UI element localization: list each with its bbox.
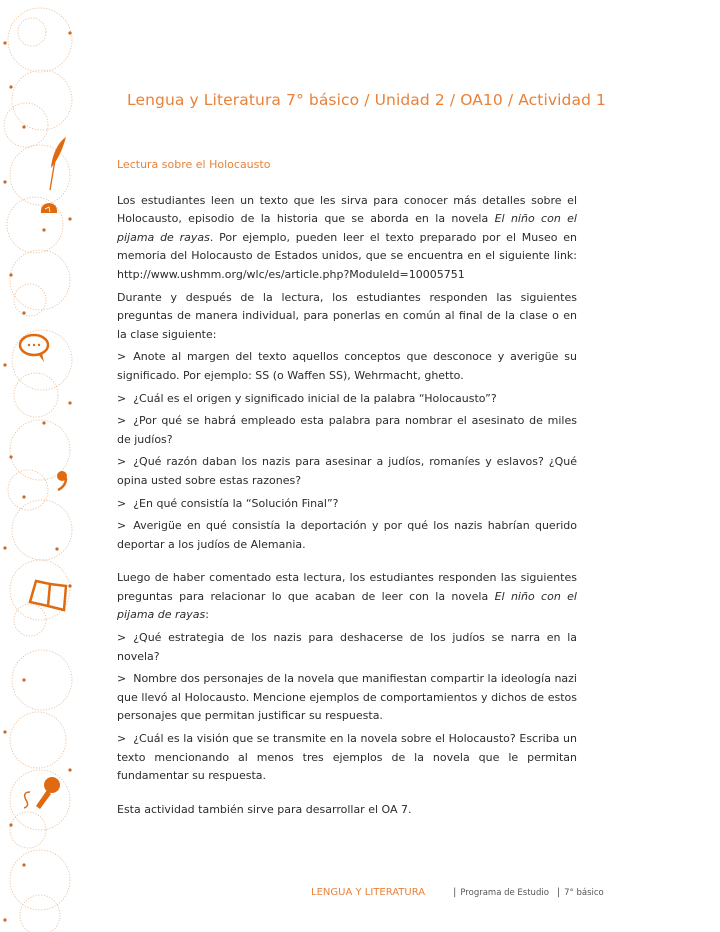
question-text: Averigüe en qué consistía la deportación y por qué los nazis habrían querido deportar a los judíos de Alemania. — [117, 519, 577, 551]
question-item — [117, 517, 577, 554]
quill-icon — [50, 137, 66, 190]
bullet-marker: > — [117, 455, 127, 469]
question-item — [117, 453, 577, 490]
novel-title: El niño con el pijama de rayas — [117, 212, 577, 244]
footer-separator: | — [556, 887, 561, 898]
section-heading: Lectura sobre el Holocausto — [117, 158, 271, 171]
footer-separator: | — [453, 887, 457, 898]
after-intro-colon: : — [205, 608, 209, 622]
inkwell-icon — [41, 203, 57, 213]
footer-subject: LENGUA Y LITERATURA — [311, 887, 426, 898]
open-book-icon — [30, 581, 66, 610]
bullet-marker: > — [117, 414, 127, 428]
museum-link[interactable]: http://www.ushmm.org/wlc/es/article.php?ModuleId=10005751 — [117, 267, 465, 281]
question-item — [117, 412, 577, 449]
question-item — [117, 390, 577, 409]
question-text: ¿Por qué se habrá empleado esta palabra para nombrar el asesinato de miles de judíos? — [117, 414, 577, 446]
question-text: ¿Qué estrategia de los nazis para deshacerse de los judíos se narra en la novela? — [117, 631, 577, 663]
closing-note: Esta actividad también sirve para desarrollar el OA 7. — [117, 802, 412, 816]
activity-content — [117, 156, 577, 823]
footer-program: Programa de Estudio — [460, 888, 549, 898]
microphone-icon — [24, 777, 60, 809]
novel-title: El niño con el pijama de rayas — [117, 589, 577, 622]
footer-grade: 7° básico — [564, 888, 604, 898]
page-footer — [311, 887, 604, 898]
bullet-marker: > — [117, 391, 127, 405]
bullet-marker: > — [117, 631, 127, 645]
bullet-marker: > — [117, 350, 127, 364]
question-item — [117, 670, 577, 726]
page-title: Lengua y Literatura 7° básico / Unidad 2 / OA10 / Actividad 1 — [127, 91, 607, 109]
question-item — [117, 495, 577, 514]
question-text: Nombre dos personajes de la novela que manifiestan compartir la ideología nazi que llevó al Holocausto. Mencione ejemplos de comportamientos y dichos de estos personajes que permitan justificar su respuesta. — [117, 672, 577, 723]
after-reading-intro — [117, 569, 577, 625]
question-item — [117, 348, 577, 385]
question-text: ¿En qué consistía la “Solución Final”? — [133, 496, 339, 510]
intro-paragraph — [117, 192, 577, 285]
bullet-marker: > — [117, 672, 127, 686]
question-text: Anote al margen del texto aquellos conceptos que desconoce y averigüe su significado. Por ejemplo: SS (o Waffen SS), Wehrmacht, ghetto. — [117, 350, 577, 382]
question-text: ¿Qué razón daban los nazis para asesinar a judíos, romaníes y eslavos? ¿Qué opina usted sobre estas razones? — [117, 455, 577, 487]
bullet-marker: > — [117, 732, 127, 746]
intro-text-after: . Por ejemplo, pueden leer el texto preparado por el Museo en memoria del Holocausto de Estados unidos, que se encuentra en el siguiente link: — [117, 230, 577, 263]
question-text: ¿Cuál es la visión que se transmite en la novela sobre el Holocausto? Escriba un texto mencionando al menos tres ejemplos de la novela que le permitan fundamentar su respuesta. — [117, 732, 577, 783]
decorative-border — [0, 0, 80, 932]
after-intro-text: Luego de haber comentado esta lectura, los estudiantes responden las siguientes preguntas para relacionar lo que acaban de leer con la novela — [117, 571, 577, 603]
bullet-marker: > — [117, 496, 127, 510]
question-text: ¿Cuál es el origen y significado inicial de la palabra “Holocausto”? — [133, 391, 497, 405]
comma-icon — [57, 471, 67, 490]
bullet-marker: > — [117, 519, 127, 533]
question-item — [117, 730, 577, 786]
during-reading-intro: Durante y después de la lectura, los estudiantes responden las siguientes preguntas de manera individual, para ponerlas en común al final de la clase o en la clase siguiente: — [117, 290, 577, 341]
intro-text-before: Los estudiantes leen un texto que les sirva para conocer más detalles sobre el Holocausto, episodio de la historia que se aborda en la novela — [117, 193, 577, 226]
question-item — [117, 629, 577, 666]
speech-bubble-icon — [20, 335, 48, 362]
